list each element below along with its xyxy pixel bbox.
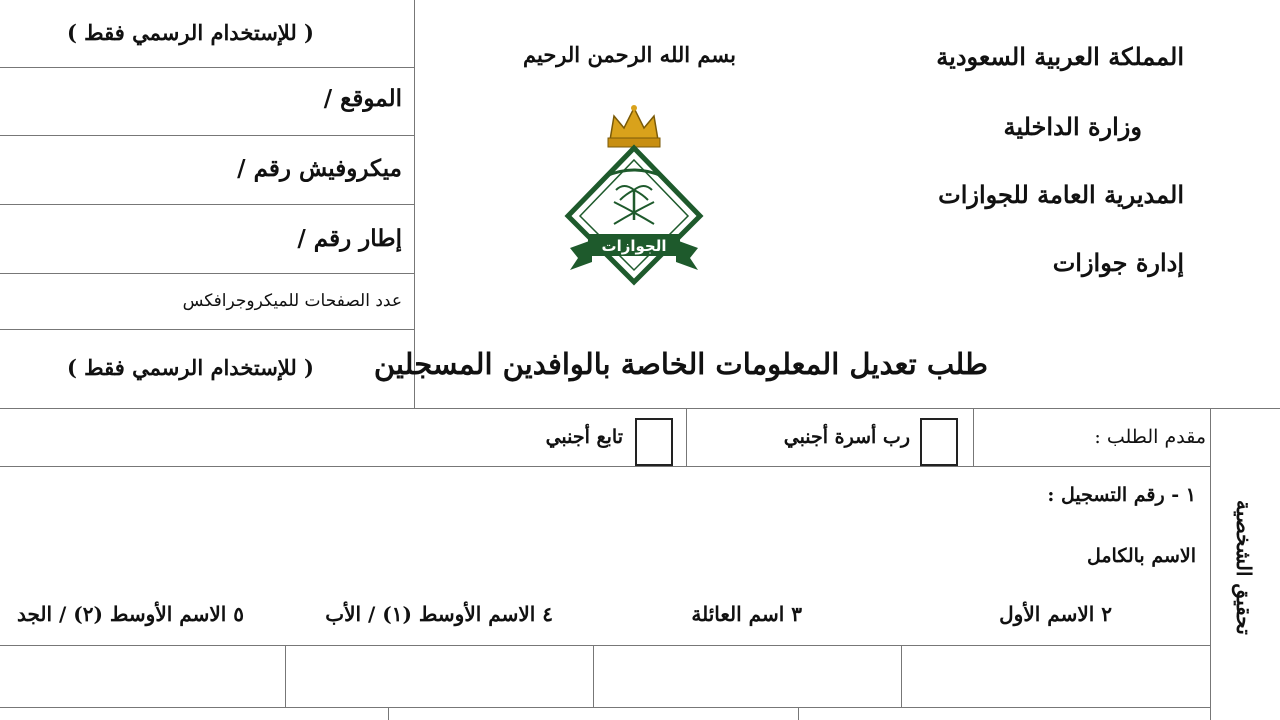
divider-names-bottom xyxy=(0,707,1210,708)
divider-header-bottom xyxy=(0,408,1280,409)
registration-number-label: ١ - رقم التسجيل : xyxy=(1047,484,1196,506)
checkbox-dependent[interactable] xyxy=(635,418,673,466)
divider-side-column xyxy=(1210,408,1211,720)
family-name-label: ٣ اسم العائلة xyxy=(691,602,802,626)
first-name-input[interactable] xyxy=(902,646,1209,706)
location-field[interactable]: الموقع / xyxy=(323,85,402,112)
department-name: إدارة جوازات xyxy=(1052,248,1184,277)
divider-row5 xyxy=(0,329,414,330)
pages-count-field[interactable]: عدد الصفحات للميكروجرافكس xyxy=(182,291,402,311)
emblem-text: الجوازات xyxy=(601,237,667,255)
directorate-name: المديرية العامة للجوازات xyxy=(938,180,1184,209)
divider-row3 xyxy=(0,204,414,205)
full-name-label: الاسم بالكامل xyxy=(1086,545,1196,567)
country-name: المملكة العربية السعودية xyxy=(936,42,1184,71)
applicant-label: مقدم الطلب : xyxy=(1094,426,1206,448)
basmala: بسم الله الرحمن الرحيم xyxy=(523,42,736,67)
divider-applicant-row xyxy=(0,466,1210,467)
divider-applicant-label xyxy=(973,408,974,466)
middle-name2-label: ٥ الاسم الأوسط (٢) / الجد xyxy=(16,602,244,626)
middle-name1-input[interactable] xyxy=(286,646,592,706)
form-title: طلب تعديل المعلومات الخاصة بالوافدين المسجلين xyxy=(373,347,988,381)
option-head-of-family: رب أسرة أجنبي xyxy=(783,426,910,448)
first-name-label: ٢ الاسم الأول xyxy=(999,602,1112,626)
official-use-top: ( للإستخدام الرسمي فقط ) xyxy=(66,20,314,45)
option-dependent: تابع أجنبي xyxy=(545,426,623,448)
identity-verification-label: تحقيق الشخصية xyxy=(1232,500,1256,635)
official-use-bottom: ( للإستخدام الرسمي فقط ) xyxy=(66,355,314,380)
frame-field[interactable]: إطار رقم / xyxy=(297,225,402,252)
divider-lower-col2 xyxy=(798,707,799,720)
divider-row4 xyxy=(0,273,414,274)
crown-icon xyxy=(608,105,660,147)
middle-name2-input[interactable] xyxy=(0,646,284,706)
checkbox-head-of-family[interactable] xyxy=(920,418,958,466)
divider-row1 xyxy=(0,67,414,68)
divider-row2 xyxy=(0,135,414,136)
ministry-name: وزارة الداخلية xyxy=(1003,112,1142,141)
passports-emblem xyxy=(562,98,708,288)
microfiche-field[interactable]: ميكروفيش رقم / xyxy=(237,155,402,182)
divider-applicant-options xyxy=(686,408,687,466)
family-name-input[interactable] xyxy=(594,646,900,706)
middle-name1-label: ٤ الاسم الأوسط (١) / الأب xyxy=(325,602,553,626)
divider-lower-col1 xyxy=(388,707,389,720)
